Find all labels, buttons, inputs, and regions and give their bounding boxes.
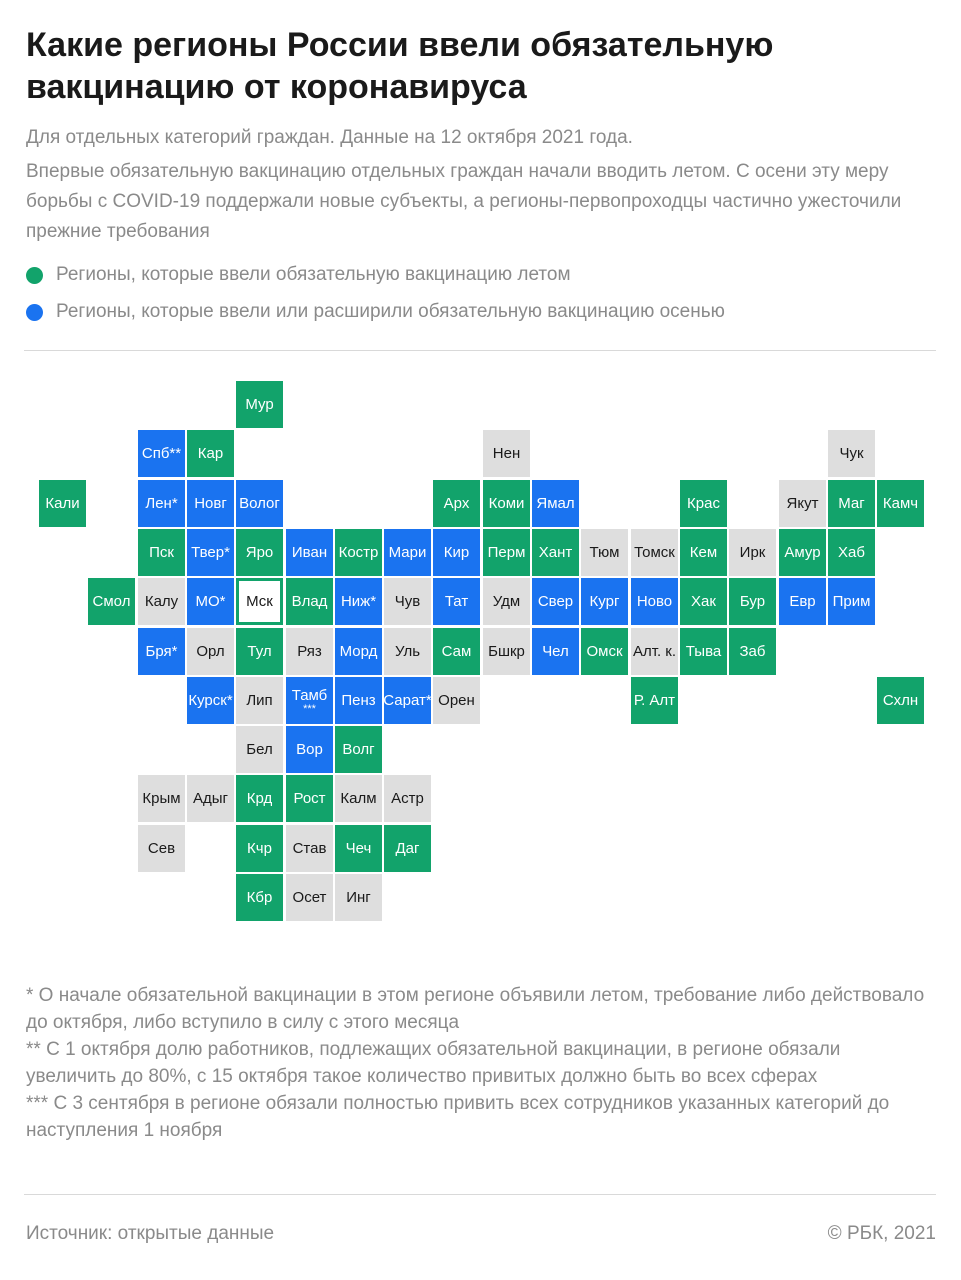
region-tile xyxy=(335,578,382,625)
region-label: Кчр xyxy=(247,839,272,857)
region-tile xyxy=(483,578,530,625)
region-tile xyxy=(581,628,628,675)
region-label: Орл xyxy=(196,642,225,660)
region-label: Астр xyxy=(391,789,424,807)
region-label: Кург xyxy=(589,592,620,610)
region-tile xyxy=(779,578,826,625)
region-label: Кар xyxy=(197,444,224,462)
region-tile xyxy=(236,874,283,921)
region-tile xyxy=(631,578,678,625)
region-tile xyxy=(138,578,185,625)
region-tile xyxy=(581,578,628,625)
region-tile xyxy=(138,825,185,872)
region-tile xyxy=(286,677,333,724)
region-tile xyxy=(729,529,776,576)
legend-label-autumn: Регионы, которые ввели или расширили обязательную вакцинацию осенью xyxy=(56,301,725,322)
region-tile xyxy=(631,677,678,724)
region-label: Твер* xyxy=(191,543,230,561)
region-tile xyxy=(286,775,333,822)
region-tile xyxy=(384,825,431,872)
region-label: Кбр xyxy=(246,888,273,906)
region-label: Мск xyxy=(246,592,273,610)
region-label: Иван xyxy=(291,543,328,561)
region-tile xyxy=(286,825,333,872)
region-tile xyxy=(236,529,283,576)
region-tile xyxy=(138,430,185,477)
region-label: Адыг xyxy=(192,789,228,807)
region-tile xyxy=(335,628,382,675)
region-tile xyxy=(236,381,283,428)
region-label: Спб** xyxy=(141,444,182,462)
region-tile xyxy=(335,874,382,921)
region-tile xyxy=(187,529,234,576)
region-label: Хаб xyxy=(838,543,865,561)
region-tile xyxy=(384,775,431,822)
region-tile xyxy=(286,529,333,576)
region-label: Крд xyxy=(246,789,273,807)
region-tile xyxy=(828,578,875,625)
region-tile xyxy=(286,628,333,675)
region-label: Мари xyxy=(388,543,427,561)
region-tile xyxy=(680,578,727,625)
region-tile xyxy=(138,529,185,576)
region-tile xyxy=(88,578,135,625)
region-label: Прим xyxy=(832,592,871,610)
region-tile xyxy=(729,628,776,675)
region-label: Заб xyxy=(739,642,766,660)
region-tile xyxy=(680,480,727,527)
region-label: Арх xyxy=(443,494,470,512)
bottom-divider xyxy=(24,1194,936,1195)
region-tile xyxy=(532,529,579,576)
region-label: Даг xyxy=(395,839,420,857)
region-tile xyxy=(828,430,875,477)
region-label: Тул xyxy=(247,642,272,660)
region-label: Омск xyxy=(586,642,623,660)
region-label: Пенз xyxy=(341,691,376,709)
region-tile xyxy=(877,677,924,724)
region-label: Коми xyxy=(488,494,525,512)
chart-subtitle: Для отдельных категорий граждан. Данные на 12 октября 2021 года. xyxy=(26,127,633,148)
region-tile xyxy=(581,529,628,576)
region-label: Лип xyxy=(246,691,273,709)
region-label: Амур xyxy=(784,543,821,561)
region-label: Кир xyxy=(443,543,470,561)
region-label: Ямал xyxy=(536,494,575,512)
region-label: Волог xyxy=(239,494,280,512)
region-tile xyxy=(483,480,530,527)
region-label: Сев xyxy=(147,839,176,857)
region-tile xyxy=(187,775,234,822)
region-label: Ново xyxy=(636,592,673,610)
region-label: Свер xyxy=(537,592,574,610)
region-tile xyxy=(631,529,678,576)
region-tile xyxy=(187,480,234,527)
region-label: Мур xyxy=(245,395,274,413)
region-label: Курск* xyxy=(188,691,233,709)
region-tile xyxy=(39,480,86,527)
region-label: Волг xyxy=(342,740,375,758)
region-label: Удм xyxy=(492,592,521,610)
region-tile xyxy=(532,628,579,675)
region-tile xyxy=(729,578,776,625)
region-label: Инг xyxy=(346,888,371,906)
region-label: Р. Алт xyxy=(633,691,676,709)
region-label: Кали xyxy=(45,494,80,512)
region-tile xyxy=(483,628,530,675)
region-tile xyxy=(286,874,333,921)
region-tile xyxy=(680,628,727,675)
region-label: Алт. к. xyxy=(632,642,677,660)
region-tile xyxy=(236,775,283,822)
region-tile xyxy=(335,529,382,576)
region-label: Вор xyxy=(296,740,323,758)
region-tile xyxy=(384,578,431,625)
region-label: Тат xyxy=(444,592,469,610)
region-label: Якут xyxy=(786,494,819,512)
region-label: Уль xyxy=(394,642,421,660)
region-label: Смол xyxy=(92,592,131,610)
region-tile xyxy=(335,825,382,872)
chart-title: Какие регионы России ввели обязательную вакцинацию от коронавируса xyxy=(26,26,774,106)
region-label: Томск xyxy=(634,543,675,561)
region-label: Осет xyxy=(292,888,327,906)
region-tile xyxy=(877,480,924,527)
region-tile xyxy=(433,628,480,675)
region-tile xyxy=(532,578,579,625)
region-tile xyxy=(236,677,283,724)
region-tile xyxy=(236,480,283,527)
region-label: Пск xyxy=(149,543,174,561)
region-label: Новг xyxy=(194,494,227,512)
region-tile xyxy=(138,628,185,675)
footnote-3: *** С 3 сентября в регионе обязали полностью привить всех сотрудников указанных категорий до наступления 1 ноября xyxy=(26,1093,890,1141)
region-label: Влад xyxy=(291,592,328,610)
region-tile xyxy=(779,480,826,527)
region-tile xyxy=(335,775,382,822)
region-label: Чув xyxy=(394,592,421,610)
region-tile xyxy=(286,726,333,773)
region-label: Яро xyxy=(245,543,274,561)
region-tile xyxy=(433,529,480,576)
region-label: Чук xyxy=(839,444,864,462)
region-footnote-mark: *** xyxy=(303,702,316,715)
region-tile xyxy=(286,578,333,625)
region-label: Бур xyxy=(739,592,766,610)
region-label: Тыва xyxy=(685,642,722,660)
source-text: Источник: открытые данные xyxy=(26,1223,275,1244)
footnotes xyxy=(26,982,926,1144)
region-label: Кем xyxy=(689,543,718,561)
chart-description: Впервые обязательную вакцинацию отдельных граждан начали вводить летом. С осени эту меру борьбы с COVID-19 поддержали новые субъекты, а регионы-первопроходцы частично ужесточили прежние требования xyxy=(26,161,902,242)
region-label: Став xyxy=(292,839,327,857)
region-label: Нен xyxy=(492,444,521,462)
region-label: Ряз xyxy=(297,642,322,660)
region-tile xyxy=(236,628,283,675)
region-tile xyxy=(384,529,431,576)
region-label: Маг xyxy=(838,494,865,512)
region-tile xyxy=(335,726,382,773)
footnote-2: ** С 1 октября долю работников, подлежащих обязательной вакцинации, в регионе обязали увеличить до 80%, с 15 октября такое количество привитых должно быть во всех сферах xyxy=(26,1039,841,1087)
region-tile xyxy=(828,480,875,527)
region-label: Ирк xyxy=(739,543,766,561)
region-label: Схлн xyxy=(882,691,919,709)
region-label: Евр xyxy=(789,592,816,610)
region-label: Чел xyxy=(542,642,569,660)
region-label: Морд xyxy=(339,642,378,660)
region-label: Чеч xyxy=(345,839,372,857)
region-label: Лен* xyxy=(145,494,178,512)
region-label: Бря* xyxy=(145,642,178,660)
region-tile xyxy=(532,480,579,527)
region-tile xyxy=(680,529,727,576)
region-label: Тамб xyxy=(291,686,328,704)
region-tile xyxy=(384,628,431,675)
region-label: Бел xyxy=(246,740,273,758)
region-label: Крым xyxy=(142,789,181,807)
region-tile xyxy=(335,677,382,724)
region-label: Бшкр xyxy=(488,642,525,660)
region-tile xyxy=(828,529,875,576)
region-tile xyxy=(138,775,185,822)
region-tile xyxy=(187,578,234,625)
region-tile xyxy=(236,578,283,625)
legend-label-summer: Регионы, которые ввели обязательную вакцинацию летом xyxy=(56,264,571,285)
region-label: Хант xyxy=(538,543,573,561)
region-label: Тюм xyxy=(589,543,620,561)
region-label: Рост xyxy=(293,789,326,807)
region-label: Сам xyxy=(441,642,472,660)
region-tile xyxy=(384,677,431,724)
region-label: Орен xyxy=(438,691,475,709)
footnote-1: * О начале обязательной вакцинации в этом регионе объявили летом, требование либо действовало до октября, либо вступило в силу с этого месяца xyxy=(26,985,925,1033)
region-tile xyxy=(433,578,480,625)
region-tile xyxy=(187,628,234,675)
region-label: Хак xyxy=(691,592,716,610)
region-label: МО* xyxy=(195,592,226,610)
region-label: Крас xyxy=(687,494,720,512)
region-label: Костр xyxy=(338,543,379,561)
region-label: Перм xyxy=(487,543,526,561)
region-tile xyxy=(483,430,530,477)
region-tile xyxy=(433,480,480,527)
region-tile xyxy=(236,825,283,872)
region-label: Ниж* xyxy=(340,592,377,610)
region-tile xyxy=(779,529,826,576)
region-label: Калу xyxy=(144,592,179,610)
region-label: Калм xyxy=(340,789,377,807)
region-tile xyxy=(483,529,530,576)
region-tile xyxy=(236,726,283,773)
region-tile xyxy=(187,430,234,477)
region-tile xyxy=(631,628,678,675)
region-tile xyxy=(187,677,234,724)
region-tile xyxy=(138,480,185,527)
copyright-text: © РБК, 2021 xyxy=(827,1223,936,1244)
region-tile xyxy=(433,677,480,724)
region-label: Камч xyxy=(882,494,919,512)
region-label: Сарат* xyxy=(383,691,432,709)
